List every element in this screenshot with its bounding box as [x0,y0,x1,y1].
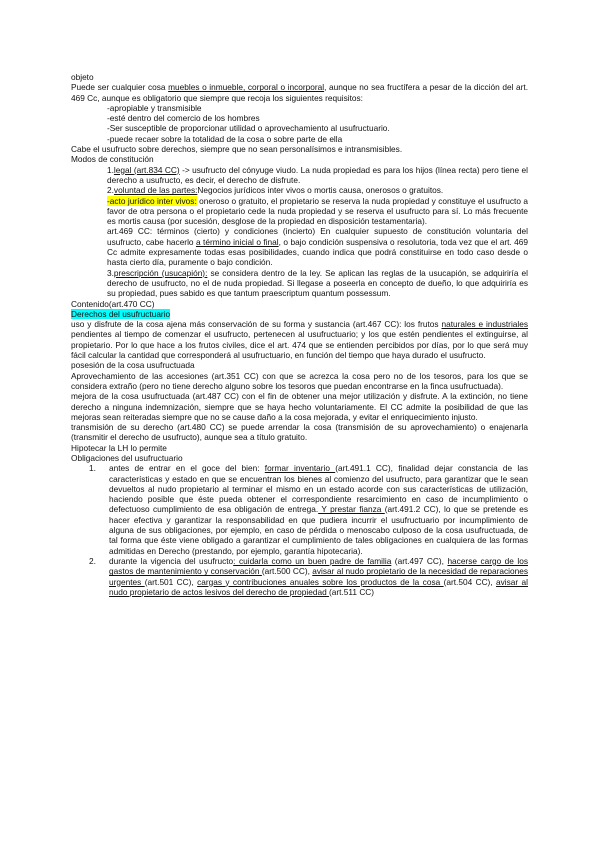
mejora-paragraph: mejora de la cosa usufructuada (art.487 CC) con el fin de obtener una mejor utilización y disfrute. A la extinción, no tiene derecho a ninguna indemnización, siempre que se haya hecho voluntariamente. El CC admite la posibilidad de que las mejoras sean reiteradas siempre que no se cause daño a la cosa mejorada, y evitar el enriquecimiento injusto. [71,391,528,422]
modo-text: -> usufructo del cónyuge viudo. La nuda propiedad es para los hijos (línea recta) pero tiene el derecho a usufructo, es decir, el derecho de disfrute. [107,164,528,185]
acto-inter-vivos [71,196,528,227]
art469-text-end: , o bajo condición suspensiva o resolutoria, toda vez que el art. 469 Cc admite expresamente todas esas posibilidades, cuando indica que podrá constituirse en todo caso desde o hasta cierto día, puramente o bajo condición. [107,236,528,268]
requisito-item: -puede recaer sobre la totalidad de la cosa o sobre parte de ella [107,133,343,144]
obl-underlined: hacerse cargo de los gastos de mantenimiento y conservación [109,555,528,577]
art469-text: art.469 CC: términos (cierto) y condiciones (incierto) En cualquier supuesto de constitución voluntaria del usufructo, cabe hacerlo [107,226,528,247]
cabe-paragraph: Cabe el usufructo sobre derechos, siempre que no sean personalísimos e intransmisibles. [71,144,403,155]
obl-text: (art.511 CC) [329,586,375,597]
obl-text: antes de entrar en el goce del bien: [109,463,265,474]
modo-label: voluntad de las partes: [113,185,198,196]
uso-text: uso y disfrute de la cosa ajena más conservación de su forma y sustancia (art.467 CC): los frutos [71,319,442,330]
art469-underlined: a término inicial o final [195,236,279,247]
obl-text: (art.500 CC), [261,566,313,577]
modo-number: 3. [107,267,114,278]
obl-text: (art.504 CC), [443,576,497,587]
transmision-paragraph: transmisión de su derecho (art.480 CC) se puede arrendar la cosa (transmisión de su aprovechamiento) o enajenarla (transmitir el derecho de usufructo), aunque sea a título gratuito. [71,422,528,443]
intro-text: Puede ser cualquier cosa [71,82,169,93]
obligacion-item-2 [71,556,528,597]
section-title-objeto: objeto [71,72,94,82]
intro-paragraph [71,82,528,103]
obl-underlined: Y prestar fianza [318,504,385,515]
obl-underlined: cargas y contribuciones anuales sobre los productos de la cosa [197,576,444,587]
contenido-heading: Contenido(art.470 CC) [71,298,155,309]
inter-vivos-text: oneroso o gratuito, el propietario se reserva la nuda propiedad y constituye el usufructo a favor de otra persona o el propietario cede la nuda propiedad y se reserva el usufructo para sí. Lo más frecuente es mortis causa (por sucesión, desglose de la propiedad en disposición testamentaria). [107,195,528,227]
modo-number: 2. [107,185,114,196]
uso-underlined: naturales e industriales [441,319,529,330]
requisito-item: -apropiable y transmisible [107,102,202,113]
modo-label: legal (art.834 CC) [113,164,180,175]
modo-prescripcion [71,268,528,299]
list-number: 1. [89,463,96,474]
obligacion-item-1 [71,463,528,556]
list-number: 2. [89,555,96,566]
obl-text: (art.491.1 CC), finalidad dejar constancia de las características y estado en que se encuentran los bienes al comienzo del usufructo, para garantizar que le sean devueltos al nudo propietario al terminar el mismo en un estado acorde con sus características de utilización, haciendo posible que éste pueda obtener el correspondiente resarcimiento en caso de incumplimiento o defectuoso cumplimiento de esa obligación de entrega. [109,463,528,515]
accesiones-paragraph: Aprovechamiento de las accesiones (art.351 CC) con que se acrezca la cosa pero no de los tesoros, para los que se considera extraño (pero no tiene derecho alguno sobre los tesoros que puedan encontrarse en la finca usufructuada). [71,370,528,391]
modo-text: Negocios jurídicos inter vivos o mortis causa, onerosos o gratuitos. [197,185,444,196]
modos-title: Modos de constitución [71,154,154,165]
obl-text: (art.497 CC), [391,555,448,566]
obl-underlined: : cuidarla como un buen padre de familia [233,555,392,566]
obl-underlined: avisar al nudo propietario de la necesidad de reparaciones urgentes [109,566,529,587]
document-body [71,72,528,597]
uso-paragraph [71,319,528,360]
highlighted-heading: Derechos del usufructuario [71,308,171,319]
modo-label: prescripción (usucapión): [113,267,208,278]
obl-underlined: formar inventario [264,463,336,474]
uso-text-end: pendientes al tiempo de comenzar el usufructo, pertenecen al usufructuario; y los que estén pendientes el extinguirse, al propietario. Por lo que hace a los frutos civiles, dice el art. 474 que se entienden percibidos por días, por lo que será muy fácil calcular la cantidad que corresponderá al usufructuario, en función del tiempo que haya durado el usufructo. [71,329,528,361]
posesion-line: posesión de la cosa usufructuada [71,360,195,371]
requisito-item: -Ser susceptible de proporcionar utilidad o aprovechamiento al usufructuario. [107,123,390,134]
modo-legal [71,165,528,186]
hipotecar-line: Hipotecar la LH lo permite [71,442,167,453]
highlighted-label: -acto jurídico inter vivos: [107,195,197,206]
derechos-heading [71,309,528,319]
intro-underlined: muebles o inmueble, corporal o incorporal [168,82,325,93]
obl-text: (art.491.2 CC), lo que se pretende es hacer efectiva y garantizar la responsabilidad en que pudiera incurrir el usufructuario por incumplimiento de alguna de sus obligaciones, por ejemplo, en caso de pérdida o menoscabo culposo de la cosa usufructuada, de tal forma que éste viene obligado a garantizar el cumplimiento de tales obligaciones en cualquiera de las formas admitidas en Derecho (prestando, por ejemplo, garantía hipotecaria). [109,504,528,556]
intro-text-end: , aunque no sea fructífera a pesar de la dicción del art. 469 Cc, aunque es obligatorio que siempre que recoja los siguientes requisitos: [71,82,528,103]
modo-number: 1. [107,164,114,175]
art469-paragraph [71,226,528,267]
requisito-item: -esté dentro del comercio de los hombres [107,113,260,124]
obl-underlined: avisar al nudo propietario de actos lesivos del derecho de propiedad [109,576,528,597]
obl-text: (art.501 CC), [144,576,198,587]
modo-voluntad [71,185,528,195]
modo-text: se considera dentro de la ley. Se aplican las reglas de la usucapión, se adquiriría el derecho de usufructo, no el de nuda propiedad. Si llegase a poseerla en concepto de dueño, lo que adquiriría es su propiedad, pues sabido es que tantum praescriptum quantum possessum. [107,267,528,299]
obl-text: durante la vigencia del usufructo [109,555,234,566]
obligaciones-heading: Obligaciones del usufructuario [71,452,183,463]
